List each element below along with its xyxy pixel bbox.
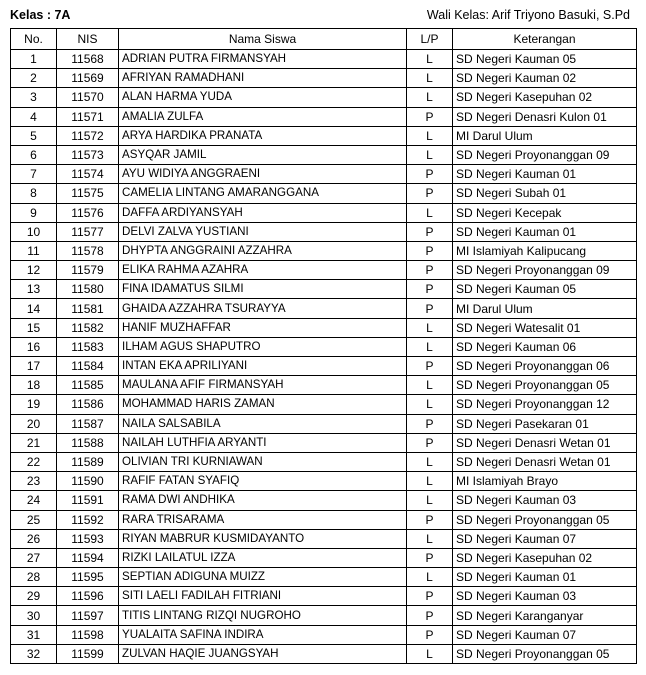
cell-gender: P <box>407 222 453 241</box>
table-row <box>11 299 637 318</box>
table-row <box>11 414 637 433</box>
cell-student-name: NAILA SALSABILA <box>119 414 407 433</box>
cell-student-name: ARYA HARDIKA PRANATA <box>119 126 407 145</box>
cell-nis: 11584 <box>57 357 119 376</box>
cell-no: 16 <box>11 337 57 356</box>
cell-previous-school: SD Negeri Proyonanggan 05 <box>453 644 637 663</box>
cell-previous-school: SD Negeri Kauman 03 <box>453 587 637 606</box>
cell-gender: P <box>407 625 453 644</box>
cell-nis: 11591 <box>57 491 119 510</box>
table-row <box>11 165 637 184</box>
cell-previous-school: SD Negeri Proyonanggan 12 <box>453 395 637 414</box>
table-row <box>11 222 637 241</box>
cell-gender: P <box>407 414 453 433</box>
cell-gender: L <box>407 318 453 337</box>
cell-previous-school: MI Darul Ulum <box>453 299 637 318</box>
cell-gender: L <box>407 472 453 491</box>
cell-gender: L <box>407 452 453 471</box>
table-row <box>11 529 637 548</box>
cell-no: 10 <box>11 222 57 241</box>
cell-previous-school: SD Negeri Kauman 03 <box>453 491 637 510</box>
student-roster-table <box>10 28 637 664</box>
cell-previous-school: SD Negeri Watesalit 01 <box>453 318 637 337</box>
cell-gender: L <box>407 88 453 107</box>
table-row <box>11 184 637 203</box>
cell-no: 23 <box>11 472 57 491</box>
cell-student-name: ALAN HARMA YUDA <box>119 88 407 107</box>
cell-nis: 11596 <box>57 587 119 606</box>
cell-student-name: RAMA DWI ANDHIKA <box>119 491 407 510</box>
cell-nis: 11586 <box>57 395 119 414</box>
cell-nis: 11598 <box>57 625 119 644</box>
cell-student-name: RIZKI LAILATUL IZZA <box>119 548 407 567</box>
cell-student-name: MOHAMMAD HARIS ZAMAN <box>119 395 407 414</box>
table-row <box>11 261 637 280</box>
cell-previous-school: SD Negeri Kauman 02 <box>453 69 637 88</box>
cell-student-name: RAFIF FATAN SYAFIQ <box>119 472 407 491</box>
cell-gender: L <box>407 50 453 69</box>
cell-gender: P <box>407 107 453 126</box>
cell-nis: 11582 <box>57 318 119 337</box>
cell-gender: P <box>407 510 453 529</box>
cell-previous-school: SD Negeri Proyonanggan 05 <box>453 376 637 395</box>
table-row <box>11 491 637 510</box>
cell-nis: 11574 <box>57 165 119 184</box>
cell-no: 1 <box>11 50 57 69</box>
cell-no: 3 <box>11 88 57 107</box>
cell-student-name: NAILAH LUTHFIA ARYANTI <box>119 433 407 452</box>
cell-no: 17 <box>11 357 57 376</box>
table-row <box>11 548 637 567</box>
cell-no: 20 <box>11 414 57 433</box>
cell-previous-school: SD Negeri Kauman 07 <box>453 529 637 548</box>
cell-nis: 11594 <box>57 548 119 567</box>
cell-no: 12 <box>11 261 57 280</box>
cell-gender: L <box>407 69 453 88</box>
cell-no: 27 <box>11 548 57 567</box>
table-row <box>11 318 637 337</box>
cell-previous-school: MI Islamiyah Brayo <box>453 472 637 491</box>
cell-student-name: AFRIYAN RAMADHANI <box>119 69 407 88</box>
cell-no: 30 <box>11 606 57 625</box>
cell-gender: P <box>407 299 453 318</box>
cell-nis: 11587 <box>57 414 119 433</box>
cell-student-name: YUALAITA SAFINA INDIRA <box>119 625 407 644</box>
cell-student-name: CAMELIA LINTANG AMARANGGANA <box>119 184 407 203</box>
cell-no: 8 <box>11 184 57 203</box>
table-row <box>11 241 637 260</box>
cell-previous-school: SD Negeri Proyonanggan 09 <box>453 261 637 280</box>
cell-previous-school: SD Negeri Denasri Wetan 01 <box>453 433 637 452</box>
cell-nis: 11599 <box>57 644 119 663</box>
column-header-name: Nama Siswa <box>119 29 407 50</box>
cell-student-name: ZULVAN HAQIE JUANGSYAH <box>119 644 407 663</box>
table-row <box>11 88 637 107</box>
cell-nis: 11572 <box>57 126 119 145</box>
cell-gender: L <box>407 529 453 548</box>
cell-no: 25 <box>11 510 57 529</box>
table-row <box>11 69 637 88</box>
table-row <box>11 433 637 452</box>
table-row <box>11 510 637 529</box>
cell-gender: L <box>407 145 453 164</box>
table-row <box>11 625 637 644</box>
cell-nis: 11580 <box>57 280 119 299</box>
cell-nis: 11588 <box>57 433 119 452</box>
cell-gender: L <box>407 568 453 587</box>
cell-no: 14 <box>11 299 57 318</box>
cell-no: 31 <box>11 625 57 644</box>
table-row <box>11 606 637 625</box>
cell-no: 13 <box>11 280 57 299</box>
cell-gender: L <box>407 337 453 356</box>
column-header-nis: NIS <box>57 29 119 50</box>
cell-gender: L <box>407 126 453 145</box>
cell-nis: 11585 <box>57 376 119 395</box>
cell-no: 2 <box>11 69 57 88</box>
cell-nis: 11576 <box>57 203 119 222</box>
table-row <box>11 376 637 395</box>
cell-no: 6 <box>11 145 57 164</box>
table-row <box>11 568 637 587</box>
cell-previous-school: SD Negeri Kecepak <box>453 203 637 222</box>
cell-previous-school: SD Negeri Kauman 01 <box>453 568 637 587</box>
cell-nis: 11577 <box>57 222 119 241</box>
cell-nis: 11595 <box>57 568 119 587</box>
cell-gender: P <box>407 261 453 280</box>
cell-no: 15 <box>11 318 57 337</box>
cell-student-name: HANIF MUZHAFFAR <box>119 318 407 337</box>
homeroom-teacher: Wali Kelas: Arif Triyono Basuki, S.Pd <box>426 8 630 22</box>
table-row <box>11 203 637 222</box>
cell-previous-school: SD Negeri Proyonanggan 09 <box>453 145 637 164</box>
cell-student-name: ILHAM AGUS SHAPUTRO <box>119 337 407 356</box>
table-row <box>11 337 637 356</box>
column-header-gender: L/P <box>407 29 453 50</box>
cell-gender: L <box>407 203 453 222</box>
cell-previous-school: SD Negeri Kasepuhan 02 <box>453 88 637 107</box>
cell-student-name: ASYQAR JAMIL <box>119 145 407 164</box>
cell-no: 24 <box>11 491 57 510</box>
cell-gender: P <box>407 606 453 625</box>
cell-no: 7 <box>11 165 57 184</box>
cell-nis: 11589 <box>57 452 119 471</box>
cell-previous-school: SD Negeri Karanganyar <box>453 606 637 625</box>
cell-previous-school: SD Negeri Proyonanggan 06 <box>453 357 637 376</box>
cell-previous-school: MI Islamiyah Kalipucang <box>453 241 637 260</box>
cell-previous-school: SD Negeri Denasri Wetan 01 <box>453 452 637 471</box>
cell-previous-school: SD Negeri Kauman 06 <box>453 337 637 356</box>
cell-no: 26 <box>11 529 57 548</box>
table-row <box>11 357 637 376</box>
cell-gender: P <box>407 165 453 184</box>
cell-student-name: SEPTIAN ADIGUNA MUIZZ <box>119 568 407 587</box>
cell-student-name: ADRIAN PUTRA FIRMANSYAH <box>119 50 407 69</box>
cell-nis: 11569 <box>57 69 119 88</box>
cell-student-name: INTAN EKA APRILIYANI <box>119 357 407 376</box>
cell-student-name: DAFFA ARDIYANSYAH <box>119 203 407 222</box>
table-row <box>11 126 637 145</box>
cell-gender: P <box>407 357 453 376</box>
cell-student-name: RIYAN MABRUR KUSMIDAYANTO <box>119 529 407 548</box>
cell-previous-school: SD Negeri Proyonanggan 05 <box>453 510 637 529</box>
table-header-row <box>11 29 637 50</box>
cell-previous-school: SD Negeri Pasekaran 01 <box>453 414 637 433</box>
cell-student-name: ELIKA RAHMA AZAHRA <box>119 261 407 280</box>
cell-no: 28 <box>11 568 57 587</box>
cell-previous-school: SD Negeri Kauman 05 <box>453 280 637 299</box>
cell-previous-school: SD Negeri Kasepuhan 02 <box>453 548 637 567</box>
cell-no: 29 <box>11 587 57 606</box>
cell-student-name: GHAIDA AZZAHRA TSURAYYA <box>119 299 407 318</box>
cell-no: 9 <box>11 203 57 222</box>
cell-previous-school: SD Negeri Kauman 05 <box>453 50 637 69</box>
table-row <box>11 587 637 606</box>
cell-student-name: OLIVIAN TRI KURNIAWAN <box>119 452 407 471</box>
cell-student-name: SITI LAELI FADILAH FITRIANI <box>119 587 407 606</box>
table-row <box>11 280 637 299</box>
column-header-note: Keterangan <box>453 29 637 50</box>
cell-gender: L <box>407 376 453 395</box>
cell-student-name: AMALIA ZULFA <box>119 107 407 126</box>
table-row <box>11 452 637 471</box>
cell-nis: 11578 <box>57 241 119 260</box>
cell-nis: 11571 <box>57 107 119 126</box>
cell-gender: P <box>407 548 453 567</box>
table-row <box>11 472 637 491</box>
cell-gender: P <box>407 184 453 203</box>
table-body <box>11 50 637 664</box>
cell-no: 21 <box>11 433 57 452</box>
cell-no: 19 <box>11 395 57 414</box>
cell-nis: 11570 <box>57 88 119 107</box>
cell-nis: 11597 <box>57 606 119 625</box>
cell-nis: 11592 <box>57 510 119 529</box>
cell-nis: 11575 <box>57 184 119 203</box>
cell-no: 5 <box>11 126 57 145</box>
cell-no: 32 <box>11 644 57 663</box>
cell-student-name: DHYPTA ANGGRAINI AZZAHRA <box>119 241 407 260</box>
table-row <box>11 395 637 414</box>
cell-no: 4 <box>11 107 57 126</box>
cell-student-name: RARA TRISARAMA <box>119 510 407 529</box>
cell-gender: P <box>407 587 453 606</box>
table-row <box>11 644 637 663</box>
table-row <box>11 145 637 164</box>
cell-gender: L <box>407 491 453 510</box>
cell-previous-school: SD Negeri Denasri Kulon 01 <box>453 107 637 126</box>
cell-student-name: MAULANA AFIF FIRMANSYAH <box>119 376 407 395</box>
cell-student-name: FINA IDAMATUS SILMI <box>119 280 407 299</box>
cell-nis: 11581 <box>57 299 119 318</box>
cell-nis: 11573 <box>57 145 119 164</box>
cell-gender: P <box>407 280 453 299</box>
cell-no: 22 <box>11 452 57 471</box>
cell-nis: 11583 <box>57 337 119 356</box>
cell-nis: 11568 <box>57 50 119 69</box>
table-row <box>11 107 637 126</box>
column-header-no: No. <box>11 29 57 50</box>
cell-previous-school: MI Darul Ulum <box>453 126 637 145</box>
cell-previous-school: SD Negeri Subah 01 <box>453 184 637 203</box>
cell-no: 18 <box>11 376 57 395</box>
cell-previous-school: SD Negeri Kauman 01 <box>453 165 637 184</box>
document-header <box>10 6 636 24</box>
cell-gender: P <box>407 241 453 260</box>
cell-gender: L <box>407 395 453 414</box>
cell-student-name: DELVI ZALVA YUSTIANI <box>119 222 407 241</box>
cell-previous-school: SD Negeri Kauman 07 <box>453 625 637 644</box>
cell-gender: L <box>407 644 453 663</box>
cell-previous-school: SD Negeri Kauman 01 <box>453 222 637 241</box>
table-row <box>11 50 637 69</box>
cell-nis: 11590 <box>57 472 119 491</box>
cell-gender: P <box>407 433 453 452</box>
cell-student-name: AYU WIDIYA ANGGRAENI <box>119 165 407 184</box>
cell-student-name: TITIS LINTANG RIZQI NUGROHO <box>119 606 407 625</box>
cell-nis: 11579 <box>57 261 119 280</box>
cell-nis: 11593 <box>57 529 119 548</box>
class-label: Kelas : 7A <box>10 8 71 22</box>
cell-no: 11 <box>11 241 57 260</box>
